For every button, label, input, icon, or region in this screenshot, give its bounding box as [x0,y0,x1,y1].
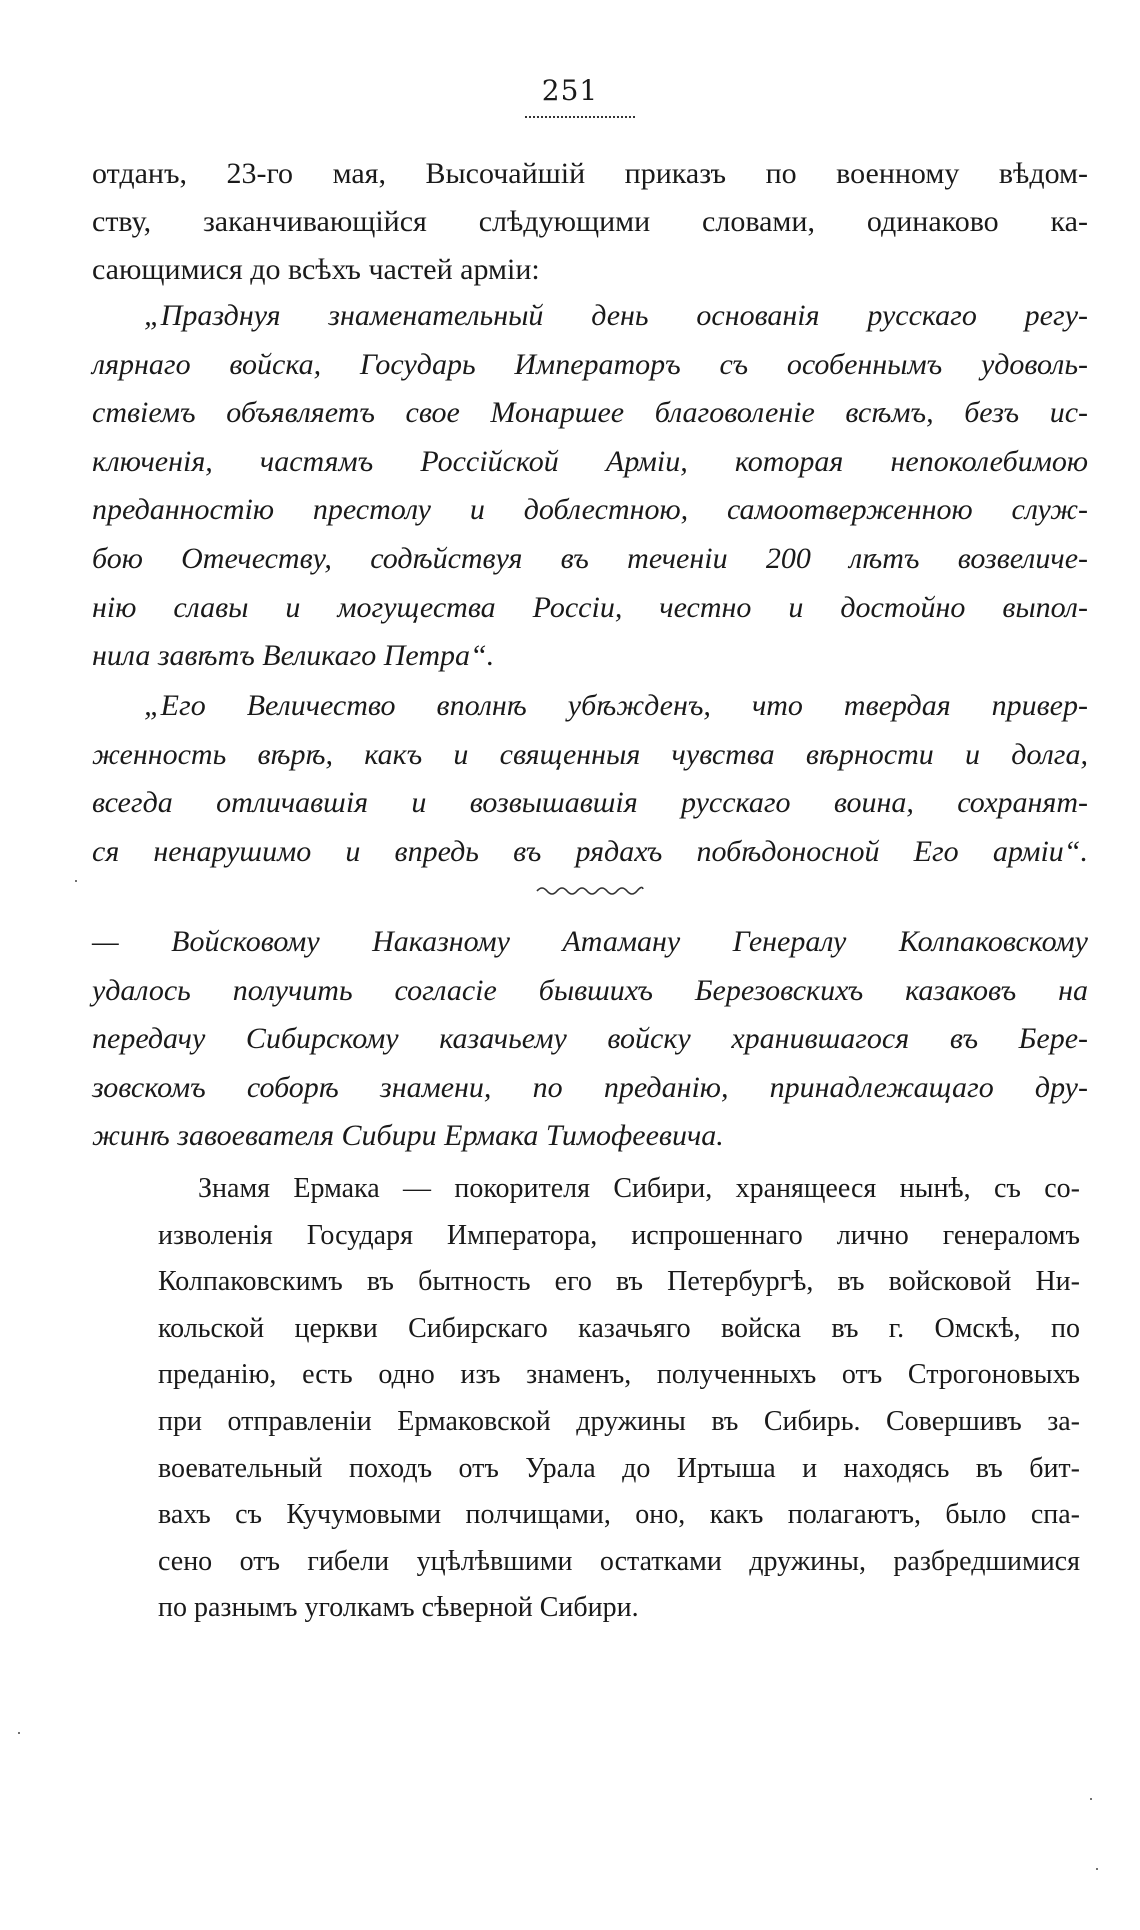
page-number-rule [525,116,635,118]
note-line: преданію, есть одно изъ знаменъ, полученныхъ отъ Строгоновыхъ [158,1359,1080,1391]
quote-line: женность вѣрѣ, какъ и священныя чувства вѣрности и долга, [92,737,1088,771]
article-paragraph [92,918,1088,1161]
wavy-divider [535,884,645,898]
intro-line: сающимися до всѣхъ частей арміи: [92,253,540,286]
scan-speck [75,880,77,882]
quote-line: лярнаго войска, Государь Императоръ съ особеннымъ удоволь- [92,347,1088,381]
note-line: Колпаковскимъ въ бытность его въ Петербургѣ, въ войсковой Ни- [158,1266,1080,1298]
quote-line: бою Отечеству, содѣйствуя въ теченіи 200 лѣтъ возвеличе- [92,541,1088,575]
article-line: — Войсковому Наказному Атаману Генералу Колпаковскому [92,925,1088,958]
note-line: сено отъ гибели уцѣлѣвшими остатками дружины, разбредшимися [158,1545,1080,1577]
article-line: жинѣ завоевателя Сибири Ермака Тимофеевича. [92,1119,724,1153]
note-line: по разнымъ уголкамъ сѣверной Сибири. [158,1592,639,1624]
note-line: Знамя Ермака — покорителя Сибири, хранящееся нынѣ, съ со- [198,1173,1080,1204]
note-line: изволенія Государя Императора, испрошеннаго лично генераломъ [158,1219,1080,1251]
quote-line: „Его Величество вполнѣ убѣжденъ, что твердая привер- [144,689,1088,722]
note-line: вахъ съ Кучумовыми полчищами, оно, какъ полагаютъ, было спа- [158,1499,1080,1531]
scan-speck [18,1732,20,1734]
quote-line: ключенія, частямъ Россійской Арміи, которая непоколебимою [92,444,1088,478]
quote-line: „Празднуя знаменательный день основанія русскаго регу- [144,299,1088,332]
scan-speck [1096,1868,1098,1870]
note-line: воевательный походъ отъ Урала до Иртыша и находясь въ бит- [158,1452,1080,1484]
quote-line: нила завѣтъ Великаго Петра“. [92,639,495,673]
article-line: передачу Сибирскому казачьему войску хранившагося въ Бере- [92,1022,1088,1056]
quote-line: всегда отличавшія и возвышавшія русскаго воина, сохранят- [92,786,1088,820]
note-line: кольской церкви Сибирскаго казачьяго войска въ г. Омскѣ, по [158,1312,1080,1344]
article-line: зовскомъ соборѣ знамени, по преданію, принадлежащаго дру- [92,1070,1088,1104]
intro-line: отданъ, 23-го мая, Высочайшій приказъ по военному вѣдом- [92,157,1088,190]
intro-paragraph [92,150,1088,294]
quote-line: преданностію престолу и доблестною, самоотверженною служ- [92,493,1088,527]
quote-paragraph-1 [92,292,1088,681]
quote-line: ся ненарушимо и впредь въ рядахъ побѣдоносной Его арміи“. [92,834,1088,868]
page-number: 251 [541,74,599,107]
intro-line: ству, заканчивающійся слѣдующими словами, одинаково ка- [92,205,1088,238]
note-paragraph [158,1166,1080,1632]
article-line: удалось получить согласіе бывшихъ Березовскихъ казаковъ на [92,973,1088,1007]
quote-line: нію славы и могущества Россіи, честно и достойно выпол- [92,590,1088,624]
quote-line: ствіемъ объявляетъ свое Монаршее благоволеніе всѣмъ, безъ ис- [92,396,1088,430]
note-line: при отправленіи Ермаковской дружины въ Сибирь. Совершивъ за- [158,1405,1080,1437]
quote-paragraph-2 [92,682,1088,876]
scan-speck [1090,1798,1092,1800]
